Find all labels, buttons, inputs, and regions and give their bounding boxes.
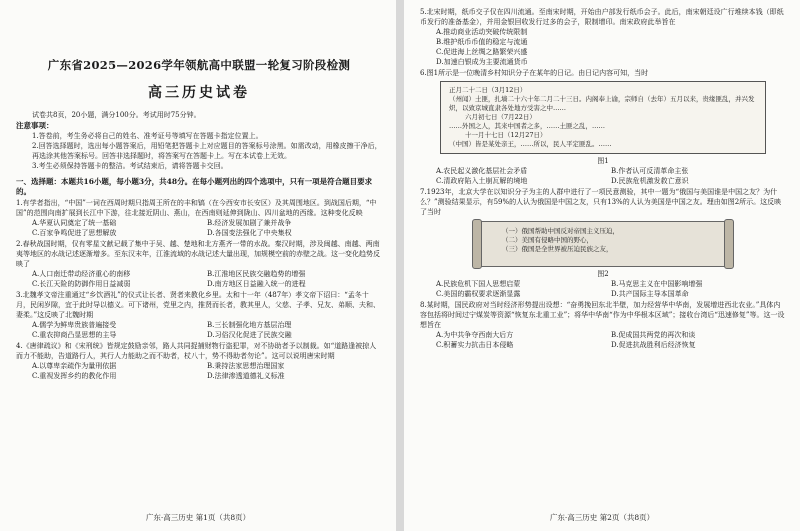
page-footer: 广东·高三历史 第2页（共8页） bbox=[549, 513, 655, 522]
notice-item: 2.回答选择题时，选出每小题答案后，用铅笔把答题卡上对应题目的答案标号涂黑。如需改动，用橡皮擦干净后，再选涂其他答案标号。回答非选择题时，将答案写在答题卡上。写在本试卷上无效。 bbox=[32, 142, 382, 160]
question-stem: 7.1923年，北京大学在以知识分子为主的人群中进行了一项民意测验，其中一题为“俄国与美国谁是中国之友？为什么？”测验结果显示，有59%的人认为俄国是中国之友，只有13%的人认为美国是中国之友。理由如图2所示。这反映了当时 bbox=[420, 188, 782, 216]
option-a: A.推动商业活动突破传统限制 bbox=[436, 28, 528, 36]
figure-2-scroll bbox=[477, 221, 729, 267]
option-c: C.积蓄实力抗击日本侵略 bbox=[436, 341, 514, 349]
question-stem: 8.某时期，国民政府对当时经济形势提出设想：“奋勇挽回东北半壁，加力经营华中华南，发展增进西北农业。”具体内容包括将时间过宁煤炭等资源“恢复东北重工业”；将华中华南“作为中华根本区域”；接收台湾后“迅速修复”等。这一设想旨在 bbox=[420, 301, 785, 329]
question-5 bbox=[420, 7, 786, 67]
option-d: D.南方地区日益融入统一的进程 bbox=[207, 280, 306, 288]
page-footer: 广东·高三历史 第1页（共8页） bbox=[145, 513, 251, 522]
exam-subtitle: 高三历史试卷 bbox=[148, 85, 250, 101]
option-b: B.江淮地区民族交融趋势的增强 bbox=[207, 270, 306, 278]
question-stem: 1.有学者指出，“中国”一词在西周时期只指周王所在的丰和镐（在今西安市长安区）及其周围地区。到战国后期，“中国”的范围向南扩展到长江中下游，往北接近阴山、燕山，在西南则延伸到陇山、四川盆地的西缘。这种变化反映 bbox=[16, 199, 377, 217]
option-c: C.重视发挥乡约的教化作用 bbox=[32, 372, 117, 380]
diary-line: ……外国之人，其来中国者之多，……土匪之乱，…… bbox=[449, 122, 605, 130]
option-b: B.经济发展加剧了兼并战争 bbox=[207, 219, 292, 227]
figure-2-caption: 图2 bbox=[597, 270, 609, 278]
question-2 bbox=[16, 239, 382, 289]
page-1 bbox=[0, 0, 396, 531]
option-c: C.清政府陷入土崩瓦解的境地 bbox=[436, 177, 528, 185]
scroll-line: （二）美国有侵略中国的野心， bbox=[502, 236, 593, 244]
question-1 bbox=[16, 198, 382, 238]
question-3 bbox=[16, 290, 382, 340]
option-c: C.重农抑商凸显思想的主导 bbox=[32, 331, 117, 339]
option-d: D.各国变法强化了中央集权 bbox=[207, 229, 292, 237]
question-stem: 2.春秋战国时期，仅有零星文献记载了集中于吴、越、楚地和北方燕齐一带的水战。秦汉时期，涉及闽越、南越、两南夷等地区的水战记述逐渐增多。至东汉末年，江淮流域的水战记述大量出现，加规模空前的赤壁之战。这一变化趋势反映了 bbox=[16, 240, 380, 268]
exam-meta: 试卷共8页，20小题，满分100分。考试用时75分钟。 bbox=[32, 111, 201, 119]
option-b: B.促成国共两党的再次和谈 bbox=[611, 331, 696, 339]
option-b: B.作者认可反清革命主张 bbox=[611, 167, 689, 175]
option-a: A.以尊卑亲疏作为量刑依据 bbox=[32, 362, 117, 370]
option-d: D.民族危机激发救亡意识 bbox=[611, 177, 689, 185]
exam-title: 广东省2025—2026学年领航高中联盟一轮复习阶段检测 bbox=[47, 58, 351, 72]
question-stem: 3.北魏孝文帝注重通过“乡饮酒礼”的仪式让长者、贤者来教化乡里。太和十一年（487年）孝文帝下诏曰：“孟冬十月，民闲岁隙，宜于此时导以德义。可下诸州，党里之内，推贤而长者，教其里人，父慈、子孝、兄友、弟顺、夫和、妻柔。”这反映了北魏时期 bbox=[16, 291, 380, 319]
question-stem: 6.图1所示是一位晚清乡村知识分子在某年的日记。由日记内容可知，当时 bbox=[420, 69, 649, 77]
option-b: B.秉持法家思想治理国家 bbox=[207, 362, 285, 370]
notice-item: 3.考生必须保持答题卡的整洁。考试结束后，请将答题卡交回。 bbox=[32, 162, 228, 170]
option-c: C.百家争鸣促进了思想解放 bbox=[32, 229, 117, 237]
diary-line: 正月二十二日（3月12日） bbox=[449, 86, 527, 94]
diary-line: 十一月十七日（12月27日） bbox=[465, 131, 547, 139]
option-c: C.美国的霸权要求逐渐显露 bbox=[436, 290, 521, 298]
notice-heading: 注意事项： bbox=[16, 121, 54, 130]
question-stem: 5.北宋时期，纸币交子仅在四川流通。至南宋时期，开始由户部发行纸币会子。此后，南宋朝廷设广行堆续本钱（即纸币发行的准备基金），并用金银回收发行过多的会子，限制增印。南宋政府此举旨在 bbox=[420, 8, 784, 26]
option-d: D.加速白银成为主要流通货币 bbox=[436, 58, 528, 66]
option-b: B.维护纸币币值的稳定与流通 bbox=[436, 38, 528, 46]
diary-line: （州闻）土匪，扎墙二十六十年二月二十三日。内阁奉上谕，宗师自（去年）五月以来，贵缘匪乱，并兴发炽，以致京城直隶各处地方受害之中…… bbox=[449, 95, 755, 112]
option-b: B.马克思主义在中国影响增强 bbox=[611, 280, 703, 288]
option-d: D.习俗汉化促进了民族交融 bbox=[207, 331, 292, 339]
question-7 bbox=[420, 187, 786, 299]
option-a: A.华夏认同奠定了统一基础 bbox=[32, 219, 117, 227]
question-4 bbox=[16, 341, 382, 381]
notice-item: 1.答卷前，考生务必将自己的姓名、准考证号等填写在答题卡指定位置上。 bbox=[32, 132, 263, 140]
diary-line: 六月初七日（7月22日） bbox=[465, 113, 536, 121]
option-c: C.长江天险的防御作用日益减弱 bbox=[32, 280, 131, 288]
option-d: D.共产国际主导本国革命 bbox=[611, 290, 689, 298]
scroll-line: （三）俄国是全世界被压迫民族之友， bbox=[502, 245, 613, 253]
figure-1-caption: 图1 bbox=[597, 157, 609, 165]
scroll-line: （一）俄国帮助中国反对帝国主义压迫， bbox=[502, 227, 619, 235]
section-heading: 一、选择题：本题共16小题，每小题3分，共48分。在每小题列出的四个选项中，只有一项是符合题目要求的。 bbox=[16, 177, 373, 196]
page-2 bbox=[404, 0, 800, 531]
option-a: A.人口南迁带动经济重心的南移 bbox=[32, 270, 131, 278]
option-a: A.儒学为鲜卑贵族普遍接受 bbox=[32, 321, 117, 329]
option-d: D.法律渗透道德礼义标准 bbox=[207, 372, 285, 380]
option-c: C.促进海上丝绸之路繁荣兴盛 bbox=[436, 48, 528, 56]
figure-1-diary bbox=[440, 81, 766, 154]
option-a: A.农民起义激化基层社会矛盾 bbox=[436, 167, 528, 175]
question-stem: 4.《唐律疏议》和《宋刑统》皆规定鼓励亲邻，路人共同捉捕财物行盗犯罪，对不协助者予以制裁。如“道路逢被掠人而力不能助，告道路行人，其行人力能助之而不助者，杖八十，势不得助者勿论”。这可以说明唐宋时期 bbox=[16, 342, 377, 360]
option-a: A.民族危机下国人思想启蒙 bbox=[436, 280, 521, 288]
question-6 bbox=[420, 68, 786, 186]
option-d: D.促进抗战胜利后经济恢复 bbox=[611, 341, 696, 349]
diary-line: （中国）皆是某处亲王，……所以，民人平定匪乱。…… bbox=[449, 140, 612, 148]
option-b: B.三长制强化地方基层治理 bbox=[207, 321, 292, 329]
question-8 bbox=[420, 300, 786, 350]
option-a: A.为中共争夺西南大后方 bbox=[436, 331, 514, 339]
